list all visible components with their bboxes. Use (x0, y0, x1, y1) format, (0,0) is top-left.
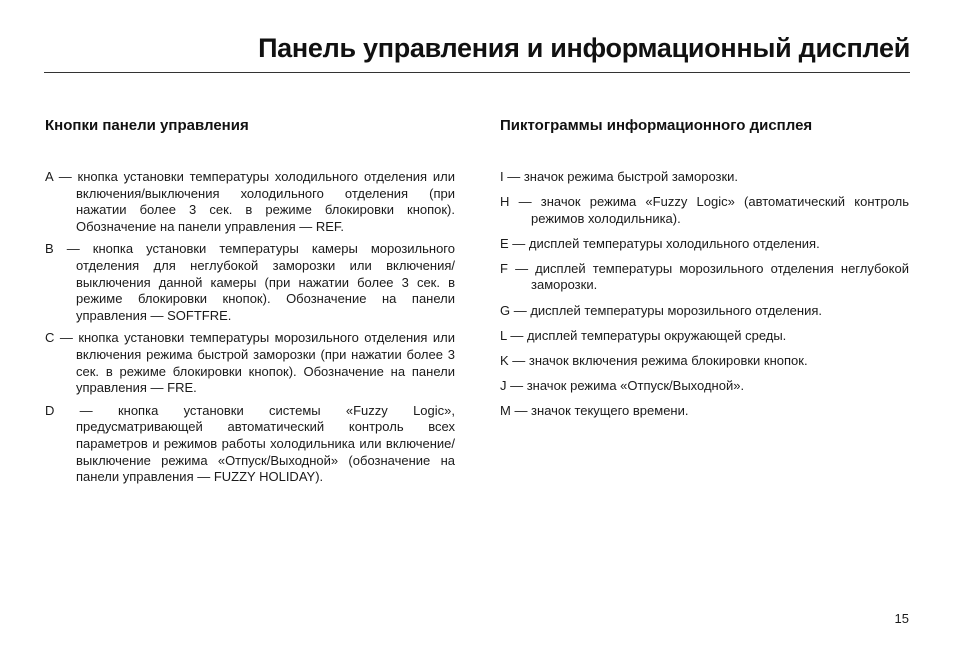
icon-item-k: K — значок включения режима блокировки кнопок. (500, 352, 808, 368)
title-divider (44, 72, 910, 73)
button-item-d: D — кнопка установки системы «Fuzzy Logic», предусматривающей автоматический контроль всех параметров и режимов работы холодильника или включение/выключение режима «Отпуск/Выходной» (обозначение на панели управления — FUZZY HOLIDAY). (45, 402, 455, 485)
control-buttons-section (45, 116, 455, 492)
icon-item-g: G — дисплей температуры морозильного отделения. (500, 302, 822, 318)
display-icons-section (500, 116, 909, 428)
button-item-a: A — кнопка установки температуры холодильного отделения или включения/выключения холодильного отделения (при нажатии более 3 сек. в режиме блокировки кнопок). Обозначение на панели управления — REF. (45, 169, 455, 234)
button-item-b: B — кнопка установки температуры камеры морозильного отделения для неглубокой заморозки или включения/выключения данной камеры (при нажатии более 3 сек. в режиме блокировки кнопок). Обозначение на панели управления — SOFTFRE. (45, 241, 455, 323)
icon-item-l: L — дисплей температуры окружающей среды. (500, 327, 787, 343)
page-number: 15 (894, 611, 909, 626)
icon-item-j: J — значок режима «Отпуск/Выходной». (500, 377, 745, 393)
icon-item-h: H — значок режима «Fuzzy Logic» (автоматический контроль режимов холодильника). (500, 194, 909, 226)
icon-item-m: M — значок текущего времени. (500, 402, 689, 418)
buttons-list (45, 169, 455, 486)
icon-item-f: F — дисплей температуры морозильного отделения неглубокой заморозки. (500, 260, 909, 293)
section-heading-buttons: Кнопки панели управления (45, 117, 249, 134)
icon-item-i: I — значок режима быстрой заморозки. (500, 169, 739, 184)
icon-item-e: E — дисплей температуры холодильного отделения. (500, 235, 820, 251)
section-heading-icons: Пиктограммы информационного дисплея (500, 117, 813, 134)
button-item-c: C — кнопка установки температуры морозильного отделения или включения режима быстрой заморозки (при нажатии более 3 сек. в режиме блокировки кнопок). Обозначение на панели управления — FRE. (45, 330, 455, 396)
icons-list (500, 169, 909, 420)
page-title: Панель управления и информационный дисплей (258, 33, 910, 63)
